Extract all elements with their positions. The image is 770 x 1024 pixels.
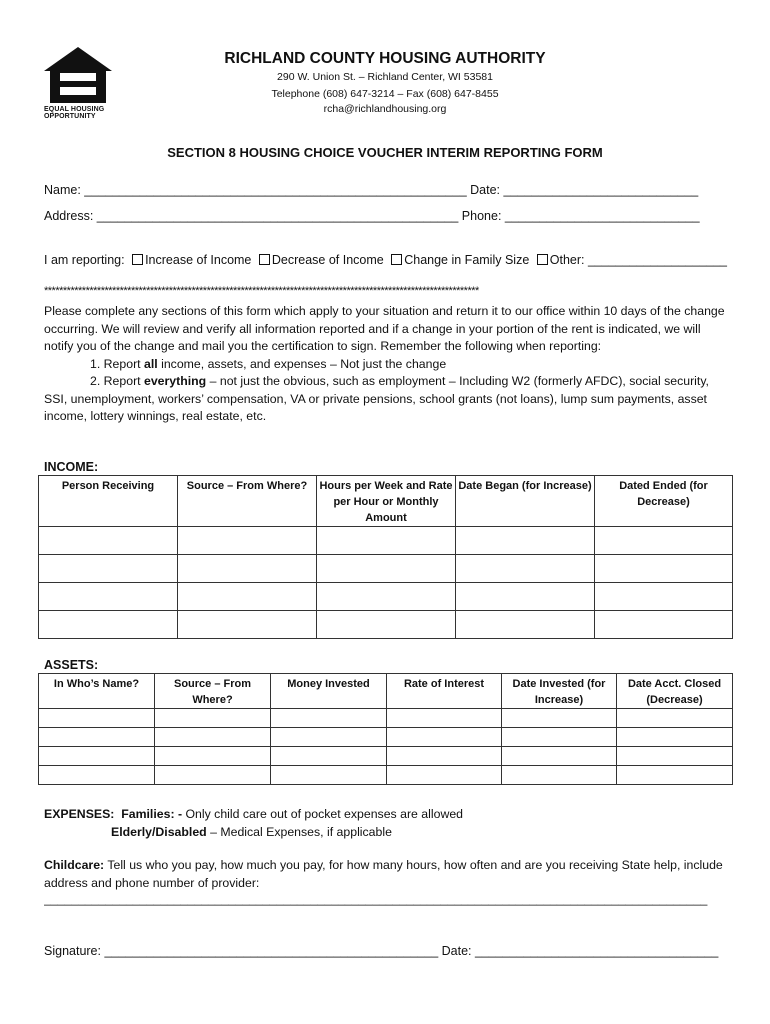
- table-cell[interactable]: [178, 555, 317, 583]
- table-cell[interactable]: [39, 527, 178, 555]
- table-cell[interactable]: [456, 583, 595, 611]
- item2-pre: 2. Report: [90, 374, 144, 388]
- table-cell[interactable]: [155, 728, 271, 747]
- table-row: [39, 583, 733, 611]
- org-phone-fax: Telephone (608) 647-3214 – Fax (608) 647-8455: [271, 88, 499, 100]
- family-size-checkbox[interactable]: [391, 254, 402, 265]
- table-cell[interactable]: [502, 709, 617, 728]
- table-cell[interactable]: [502, 728, 617, 747]
- table-cell[interactable]: [456, 527, 595, 555]
- table-row: [39, 555, 733, 583]
- childcare-text: Tell us who you pay, how much you pay, for how many hours, how often and are you receiving State help, include address and phone number of provider:: [44, 858, 723, 890]
- assets-col-money: Money Invested: [271, 674, 387, 709]
- table-cell[interactable]: [178, 583, 317, 611]
- family-size-label: Change in Family Size: [404, 253, 530, 267]
- income-col-date-ended: Dated Ended (for Decrease): [595, 476, 733, 527]
- table-cell[interactable]: [387, 709, 502, 728]
- childcare-section: [44, 857, 730, 892]
- name-field[interactable]: Name: _______________________________________________________: [44, 183, 467, 197]
- table-cell[interactable]: [387, 766, 502, 785]
- table-cell[interactable]: [387, 747, 502, 766]
- item1-pre: 1. Report: [90, 356, 144, 371]
- org-email[interactable]: [0, 103, 770, 115]
- item1-bold: all: [144, 356, 158, 371]
- expenses-families-line: [44, 805, 734, 823]
- table-cell[interactable]: [39, 728, 155, 747]
- email-link[interactable]: rcha@richlandhousing.org: [323, 103, 447, 115]
- table-cell[interactable]: [595, 527, 733, 555]
- instructions: [44, 303, 729, 426]
- expenses-elderly-line: [44, 823, 734, 841]
- table-cell[interactable]: [617, 709, 733, 728]
- item1-post: income, assets, and expenses – Not just the change: [157, 356, 447, 371]
- org-name: RICHLAND COUNTY HOUSING AUTHORITY: [224, 50, 546, 67]
- table-cell[interactable]: [595, 555, 733, 583]
- families-text: Only child care out of pocket expenses are allowed: [182, 807, 463, 821]
- separator: *******************************************************************************************************************: [44, 285, 479, 297]
- reporting-row: [44, 253, 728, 267]
- income-header-row: [39, 476, 733, 527]
- table-row: [39, 728, 733, 747]
- table-cell[interactable]: [155, 709, 271, 728]
- childcare-line[interactable]: _________________________________________________________________________________________________: [44, 892, 708, 906]
- table-cell[interactable]: [271, 766, 387, 785]
- table-cell[interactable]: [39, 709, 155, 728]
- table-cell[interactable]: [317, 583, 456, 611]
- elderly-label: Elderly/Disabled: [111, 825, 207, 839]
- other-checkbox[interactable]: [537, 254, 548, 265]
- table-row: [39, 747, 733, 766]
- table-cell[interactable]: [39, 766, 155, 785]
- table-cell[interactable]: [502, 766, 617, 785]
- families-label: Families: -: [121, 807, 183, 821]
- org-address: 290 W. Union St. – Richland Center, WI 53581: [277, 71, 493, 83]
- income-col-source: Source – From Where?: [178, 476, 317, 527]
- table-cell[interactable]: [317, 555, 456, 583]
- reporting-label: I am reporting:: [44, 253, 125, 267]
- form-title: SECTION 8 HOUSING CHOICE VOUCHER INTERIM REPORTING FORM: [167, 145, 603, 160]
- table-cell[interactable]: [271, 709, 387, 728]
- table-row: [39, 527, 733, 555]
- assets-col-date-invested: Date Invested (for Increase): [502, 674, 617, 709]
- table-cell[interactable]: [178, 611, 317, 639]
- table-cell[interactable]: [617, 766, 733, 785]
- income-label: INCOME:: [44, 460, 99, 474]
- table-cell[interactable]: [617, 728, 733, 747]
- logo-text-line1: EQUAL HOUSING: [44, 106, 105, 113]
- decrease-checkbox[interactable]: [259, 254, 270, 265]
- table-row: [39, 709, 733, 728]
- name-date-row: [44, 183, 724, 197]
- date-field[interactable]: Date: ____________________________: [470, 183, 699, 197]
- table-cell[interactable]: [39, 555, 178, 583]
- increase-label: Increase of Income: [145, 253, 252, 267]
- address-field[interactable]: Address: ____________________________________________________: [44, 209, 459, 223]
- table-cell[interactable]: [387, 728, 502, 747]
- assets-table: [38, 673, 733, 785]
- income-col-hours: Hours per Week and Rate per Hour or Monthly Amount: [317, 476, 456, 527]
- assets-label: ASSETS:: [44, 658, 99, 672]
- address-phone-row: [44, 209, 724, 223]
- table-cell[interactable]: [456, 555, 595, 583]
- increase-checkbox[interactable]: [132, 254, 143, 265]
- assets-col-rate: Rate of Interest: [387, 674, 502, 709]
- table-cell[interactable]: [271, 747, 387, 766]
- elderly-text: – Medical Expenses, if applicable: [206, 825, 392, 839]
- table-cell[interactable]: [317, 527, 456, 555]
- table-cell[interactable]: [178, 527, 317, 555]
- table-cell[interactable]: [155, 747, 271, 766]
- table-row: [39, 766, 733, 785]
- phone-field[interactable]: Phone: ____________________________: [461, 209, 700, 223]
- instructions-intro: Please complete any sections of this form which apply to your situation and return it to our office within 10 days of the change occurring. We will review and verify all information reported and if a change in your portion of the rent is indicated, we will notify you of the change and mail you the certification to sign. Remember the following when reporting:: [44, 304, 725, 353]
- assets-col-name: In Who’s Name?: [39, 674, 155, 709]
- other-field[interactable]: Other: ____________________: [549, 253, 728, 267]
- signature-row: [44, 944, 724, 958]
- signature-date-field[interactable]: Date: ___________________________________: [441, 944, 719, 958]
- income-table: [38, 475, 733, 639]
- childcare-label: Childcare:: [44, 858, 105, 872]
- item2-post: – not just the obvious, such as employment – Including W2 (formerly AFDC), social security,: [206, 374, 709, 388]
- table-cell[interactable]: [317, 611, 456, 639]
- income-col-date-began: Date Began (for Increase): [456, 476, 595, 527]
- table-cell[interactable]: [39, 611, 178, 639]
- item2-bold: everything: [144, 374, 207, 388]
- logo-text-line2: OPPORTUNITY: [44, 113, 96, 120]
- table-cell[interactable]: [502, 747, 617, 766]
- table-cell[interactable]: [617, 747, 733, 766]
- table-cell[interactable]: [595, 583, 733, 611]
- income-col-person: Person Receiving: [39, 476, 178, 527]
- table-cell[interactable]: [155, 766, 271, 785]
- signature-field[interactable]: Signature: ________________________________________________: [44, 944, 439, 958]
- instruction-item-2-cont: SSI, unemployment, workers’ compensation, VA or private pensions, school grants (not loans), lump sum payments, asset income, lottery winnings, real estate, etc.: [44, 391, 707, 423]
- instruction-item-1: [44, 356, 729, 374]
- table-cell[interactable]: [39, 747, 155, 766]
- instruction-item-2: [44, 373, 729, 391]
- expenses-section: [44, 805, 734, 841]
- assets-col-source: Source – From Where?: [155, 674, 271, 709]
- table-cell[interactable]: [456, 611, 595, 639]
- assets-header-row: [39, 674, 733, 709]
- expenses-label: EXPENSES:: [44, 807, 115, 821]
- table-cell[interactable]: [39, 583, 178, 611]
- table-row: [39, 611, 733, 639]
- table-cell[interactable]: [271, 728, 387, 747]
- decrease-label: Decrease of Income: [271, 253, 384, 267]
- table-cell[interactable]: [595, 611, 733, 639]
- assets-col-date-closed: Date Acct. Closed (Decrease): [617, 674, 733, 709]
